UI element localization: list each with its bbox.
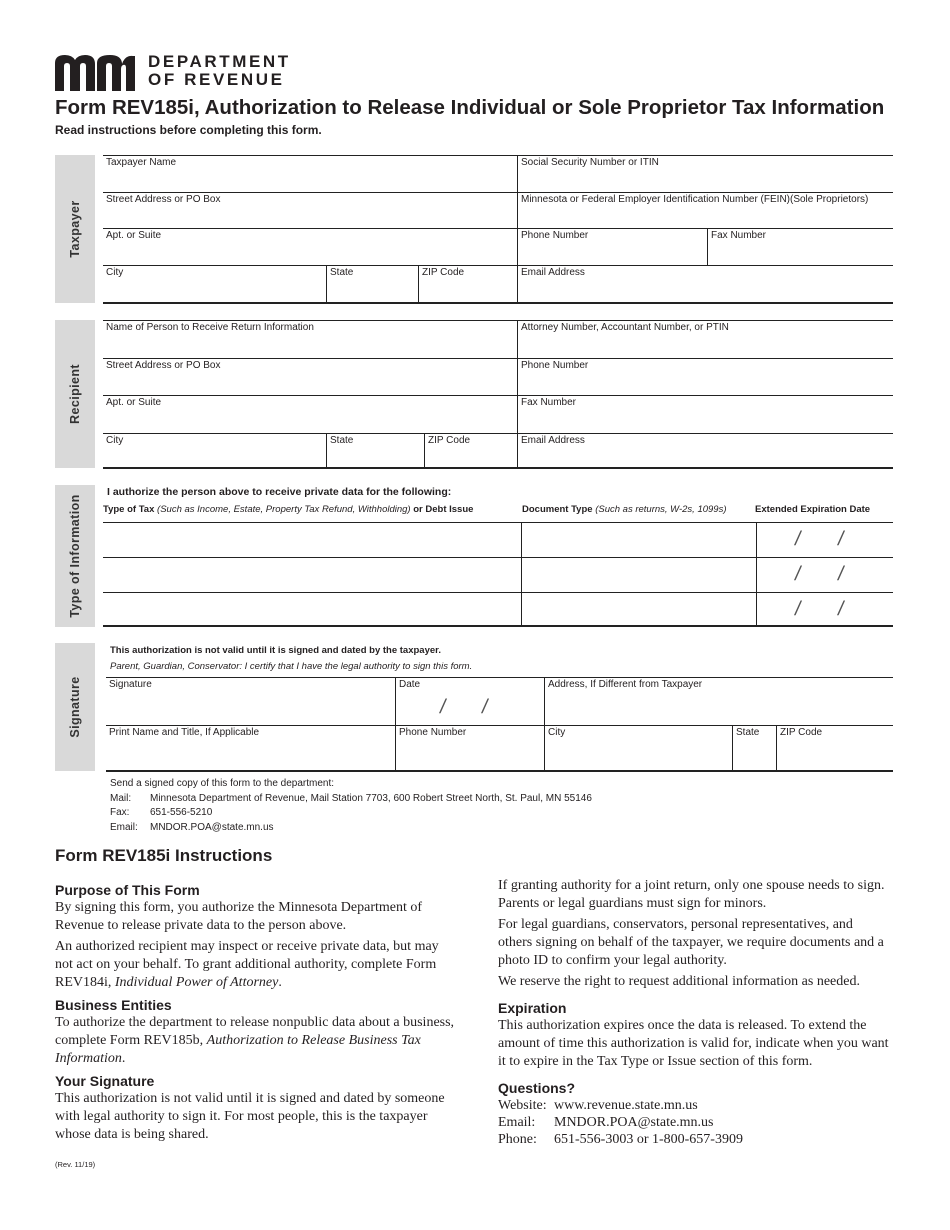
taxpayer-email-field[interactable]: Email Address	[521, 267, 585, 278]
taxpayer-table	[103, 155, 893, 304]
instructions-left-column	[55, 877, 455, 1147]
taxpayer-phone-field[interactable]: Phone Number	[518, 229, 708, 266]
tax-type-field[interactable]	[103, 558, 522, 593]
section-tab-recipient: Recipient	[55, 320, 95, 468]
website-link[interactable]: www.revenue.state.mn.us	[554, 1098, 698, 1113]
power-of-attorney-text: An authorized recipient may inspect or receive private data, but may not act on your behalf. To grant additional authority, complete Form REV184i, Individual Power of Attorney.	[55, 939, 439, 990]
tax-type-field[interactable]	[103, 523, 522, 558]
taxpayer-ssn-field[interactable]: Social Security Number or ITIN	[518, 156, 893, 193]
date-field[interactable]: Date / /	[396, 678, 545, 726]
expiration-date-field[interactable]	[757, 593, 893, 626]
taxpayer-fax-field[interactable]: Fax Number	[708, 229, 893, 266]
recipient-table	[103, 320, 893, 469]
phone-numbers: 651-556-3003 or 1-800-657-3909	[554, 1132, 743, 1147]
date-separator: /	[836, 563, 846, 585]
send-instructions: Send a signed copy of this form to the department: Mail: Minnesota Department of Revenue, Mail Station 7703, 600 Robert Street North, St. Paul, MN 55146 Fax: 651-556-5210 Email: MNDOR.POA@state.mn.us	[110, 778, 592, 833]
form-subtitle: Read instructions before completing this form.	[55, 123, 322, 137]
section-tab-taxpayer: Taxpayer	[55, 155, 95, 303]
date-separator: /	[836, 598, 846, 620]
instructions-title: Form REV185i Instructions	[55, 846, 273, 865]
type-of-information-table	[103, 522, 893, 627]
document-type-field[interactable]	[522, 558, 757, 593]
taxpayer-street-field[interactable]: Street Address or PO Box	[103, 193, 518, 229]
form-title: Form REV185i, Authorization to Release Individual or Sole Proprietor Tax Information	[55, 96, 885, 119]
type-of-tax-header: Type of Tax (Such as Income, Estate, Property Tax Refund, Withholding) or Debt Issue	[103, 504, 474, 515]
signer-city-field[interactable]: City	[545, 726, 733, 771]
recipient-fax-field[interactable]: Fax Number	[518, 396, 893, 434]
recipient-phone-field[interactable]: Phone Number	[518, 359, 893, 396]
signer-phone-field[interactable]: Phone Number	[396, 726, 545, 771]
taxpayer-name-field[interactable]: Taxpayer Name	[103, 156, 518, 193]
your-signature-heading: Your Signature	[55, 1073, 155, 1089]
document-type-header: Document Type (Such as returns, W-2s, 1099s)	[522, 504, 727, 515]
document-type-field[interactable]	[522, 593, 757, 626]
taxpayer-state-field[interactable]: State	[327, 266, 419, 303]
taxpayer-apt-field[interactable]: Apt. or Suite	[103, 229, 518, 266]
recipient-name-field[interactable]: Name of Person to Receive Return Information	[103, 321, 518, 359]
email-link[interactable]: MNDOR.POA@state.mn.us	[554, 1115, 714, 1130]
guardian-certification: Parent, Guardian, Conservator: I certify that I have the legal authority to sign this form.	[110, 661, 473, 672]
signature-field[interactable]: Signature	[106, 678, 396, 726]
recipient-street-field[interactable]: Street Address or PO Box	[103, 359, 518, 396]
date-separator: /	[438, 696, 448, 718]
your-signature-text: This authorization is not valid until it is signed and dated by someone with legal authority to sign it. For most people, this is the taxpayer whose data is being shared.	[55, 1091, 445, 1142]
business-heading: Business Entities	[55, 997, 172, 1013]
section-tab-type-of-information: Type of Information	[55, 485, 95, 627]
date-separator: /	[836, 528, 846, 550]
date-separator: /	[793, 528, 803, 550]
document-type-field[interactable]	[522, 523, 757, 558]
recipient-apt-field[interactable]: Apt. or Suite	[103, 396, 518, 434]
taxpayer-fein-field[interactable]: Minnesota or Federal Employer Identification Number (FEIN)(Sole Proprietors)	[518, 193, 893, 229]
revision-date: (Rev. 11/19)	[55, 1160, 96, 1169]
section-tab-signature: Signature	[55, 643, 95, 771]
date-separator: /	[480, 696, 490, 718]
signer-state-field[interactable]: State	[733, 726, 777, 771]
joint-return-text: If granting authority for a joint return, only one spouse needs to sign. Parents or legal guardians must sign for minors.	[498, 878, 885, 911]
signer-zip-field[interactable]: ZIP Code	[780, 727, 823, 738]
date-separator: /	[793, 563, 803, 585]
questions-heading: Questions?	[498, 1080, 576, 1096]
recipient-email-field[interactable]: Email Address	[521, 435, 585, 446]
authorization-intro: I authorize the person above to receive private data for the following:	[107, 486, 452, 498]
purpose-heading: Purpose of This Form	[55, 882, 200, 898]
date-separator: /	[793, 598, 803, 620]
expiration-date-header: Extended Expiration Date	[755, 504, 871, 515]
alt-address-field[interactable]: Address, If Different from Taxpayer	[545, 678, 893, 726]
expiration-date-field[interactable]	[757, 558, 893, 593]
send-email-link[interactable]: MNDOR.POA@state.mn.us	[150, 821, 274, 833]
taxpayer-zip-field[interactable]: ZIP Code	[419, 266, 518, 303]
recipient-city-field[interactable]: City	[103, 434, 327, 468]
purpose-text: By signing this form, you authorize the Minnesota Department of Revenue to release private data to the person above.	[55, 900, 423, 933]
signature-notice: This authorization is not valid until it is signed and dated by the taxpayer.	[110, 645, 441, 656]
business-text: To authorize the department to release nonpublic data about a business, complete Form REV185b, Authorization to Release Business Tax Information.	[55, 1015, 455, 1066]
signature-table	[106, 677, 893, 772]
instructions-right-column: If granting authority for a joint return, only one spouse needs to sign. Parents or legal guardians must sign for minors. For legal guardians, conservators, personal representatives, and others signing on behalf of the taxpayer, we require documents and a photo ID to confirm your legal authority. We reserve the right to request additional information as needed. Expiration This authorization expires once the data is released. To extend the amount of time this authorization is valid for, indicate when you want it to expire in the Tax Type or Issue section of this form. Questions? Website: www.revenue.state.mn.us Email: MNDOR.POA@state.mn.us Phone: 651-556-3003 or 1-800-657-3909	[498, 878, 889, 1147]
expiration-text: This authorization expires once the data is released. To extend the amount of time this authorization is valid for, indicate when you want it to expire in the Tax Type or Issue section of this form.	[498, 1018, 889, 1069]
guardian-text: For legal guardians, conservators, personal representatives, and others signing on behalf of the taxpayer, we require documents and a photo ID to confirm your legal authority.	[498, 917, 884, 968]
taxpayer-city-field[interactable]: City	[103, 266, 327, 303]
tax-type-field[interactable]	[103, 593, 522, 626]
print-name-field[interactable]: Print Name and Title, If Applicable	[106, 726, 396, 771]
recipient-state-field[interactable]: State	[327, 434, 425, 468]
expiration-date-field[interactable]	[757, 523, 893, 558]
expiration-heading: Expiration	[498, 1000, 567, 1016]
mn-logo-icon	[55, 55, 135, 91]
recipient-attorney-field[interactable]: Attorney Number, Accountant Number, or PTIN	[518, 321, 893, 359]
department-name: DEPARTMENT OF REVENUE	[148, 52, 291, 89]
reserve-text: We reserve the right to request additional information as needed.	[498, 974, 860, 989]
recipient-zip-field[interactable]: ZIP Code	[425, 434, 518, 468]
